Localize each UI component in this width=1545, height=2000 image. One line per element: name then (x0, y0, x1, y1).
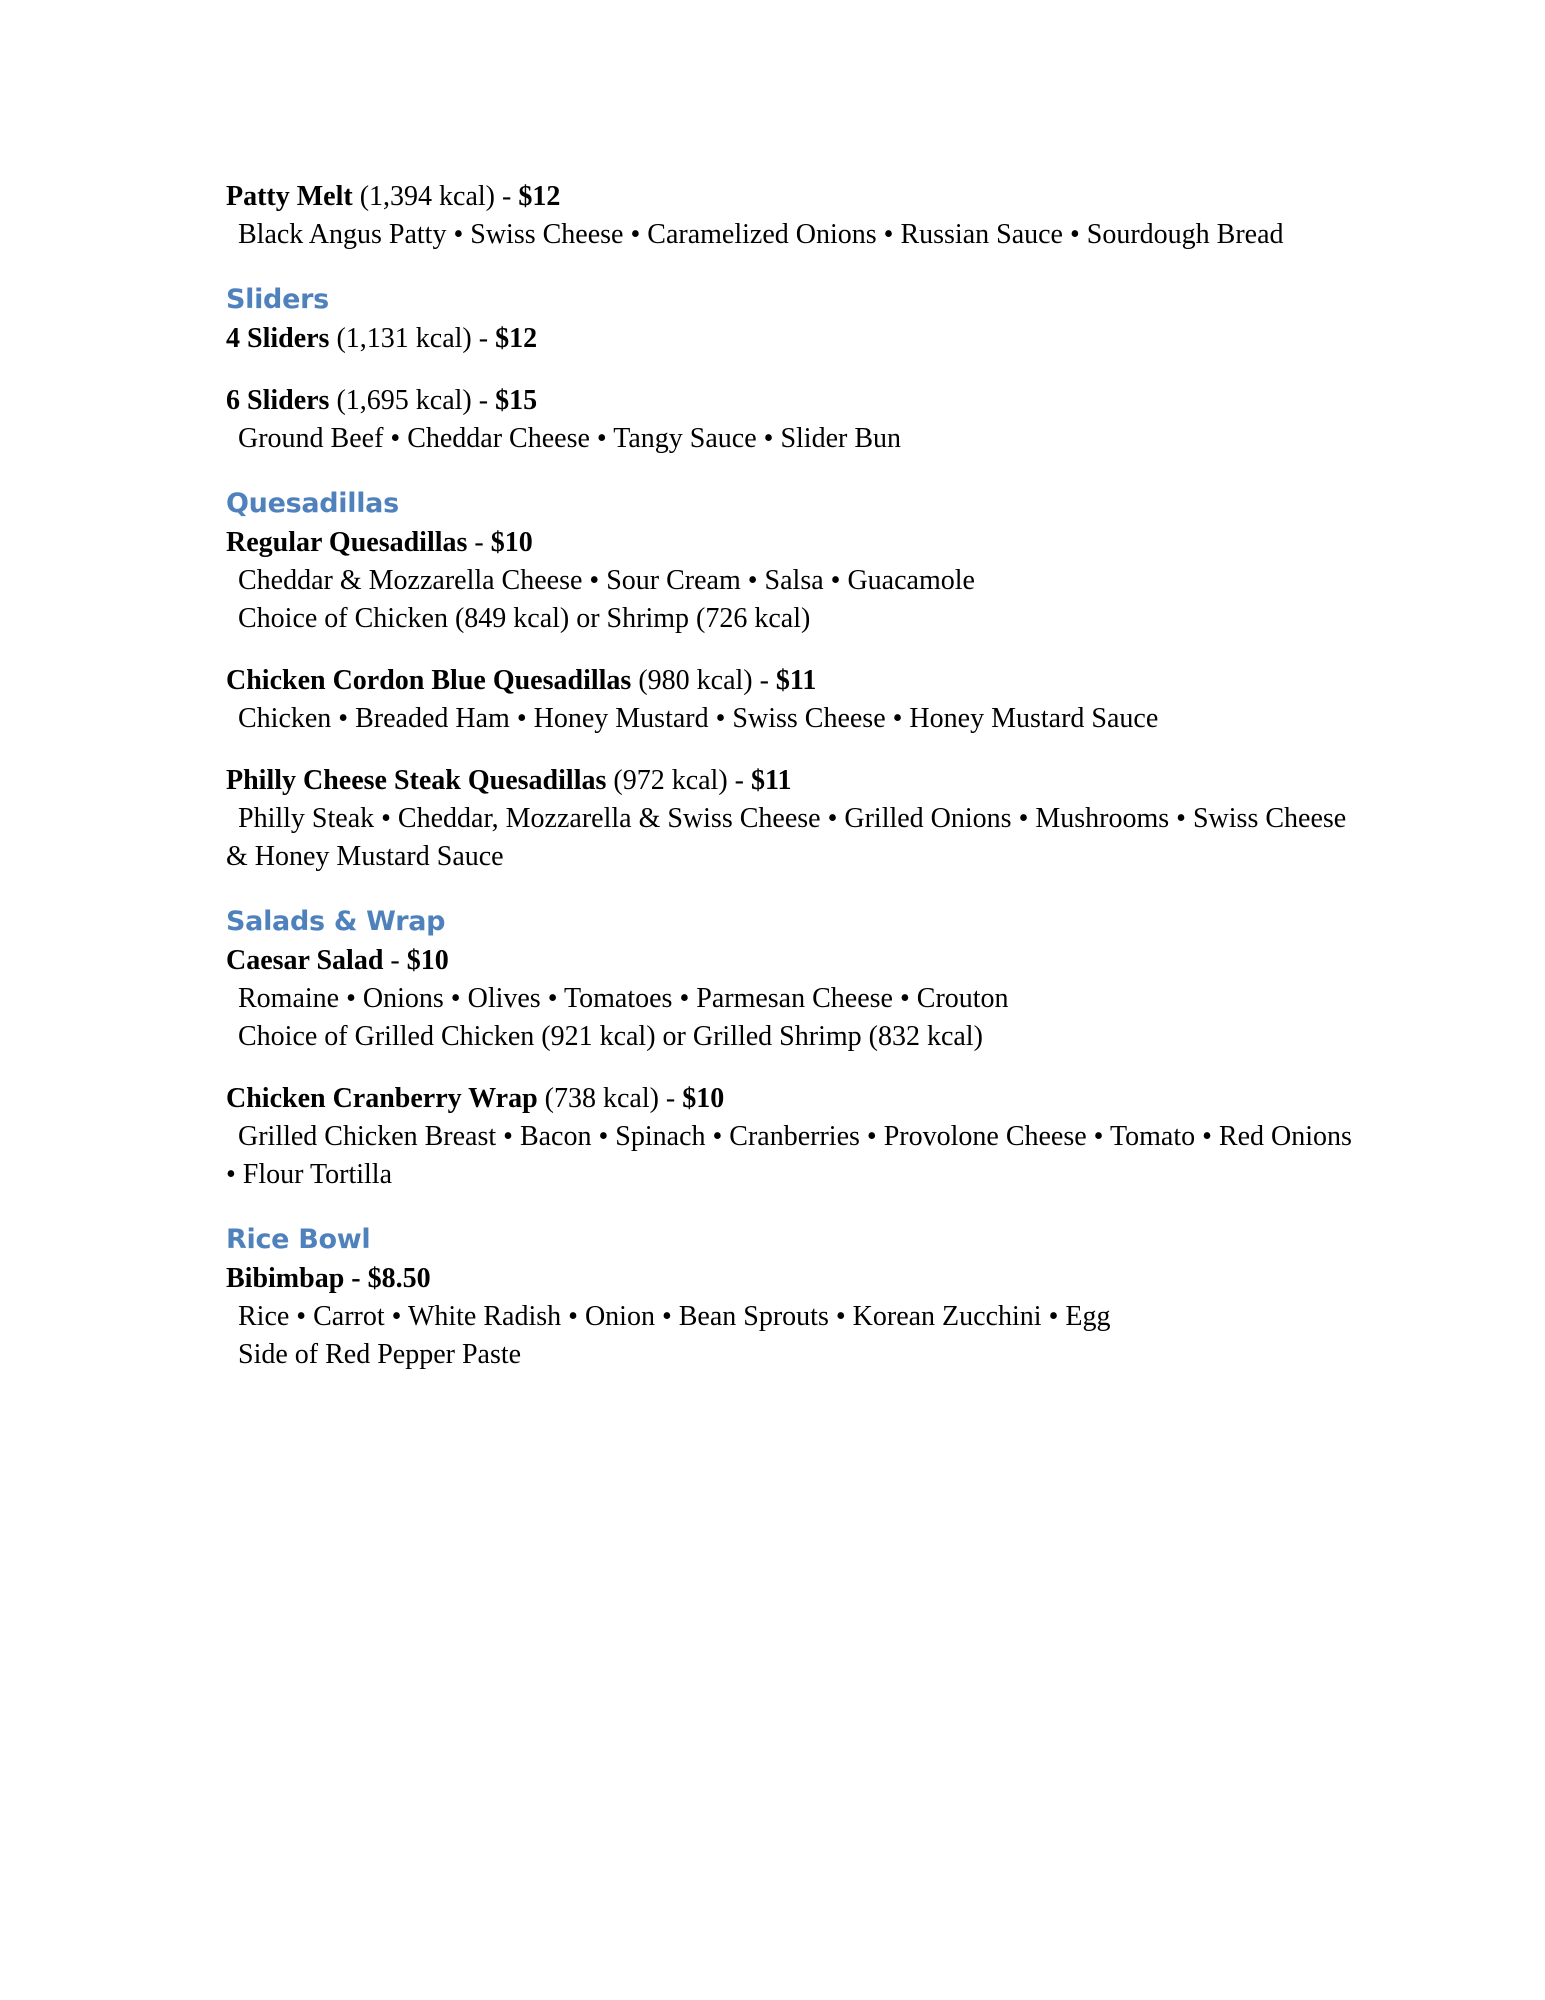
menu-item-calories: (1,695 kcal) - (329, 385, 496, 416)
menu-item-price: $12 (518, 181, 561, 212)
menu-item-heading (226, 1260, 1356, 1298)
menu-item-heading (226, 662, 1356, 700)
section-title: Sliders (226, 284, 329, 315)
menu-item-name: Caesar Salad (226, 945, 384, 976)
menu-item (226, 762, 1356, 876)
menu-item-name: Chicken Cordon Blue Quesadillas (226, 665, 632, 696)
menu-item (226, 382, 1356, 458)
section-title: Rice Bowl (226, 1224, 371, 1255)
menu-item (226, 942, 1356, 1056)
menu-section (226, 902, 1356, 1194)
menu-item-price: $11 (775, 665, 817, 696)
menu-item-description: Ground Beef • Cheddar Cheese • Tangy Sauce • Slider Bun (238, 423, 902, 454)
spacer (226, 458, 1356, 484)
spacer (226, 738, 1356, 762)
menu-item-description: Grilled Chicken Breast • Bacon • Spinach • Cranberries • Provolone Cheese • Tomato • Red Onions • Flour Tortilla (226, 1121, 1352, 1190)
menu-item-calories: (1,131 kcal) - (329, 323, 496, 354)
spacer (226, 638, 1356, 662)
menu-item-heading (226, 762, 1356, 800)
menu-item-calories: - (344, 1263, 368, 1294)
section-title: Salads & Wrap (226, 906, 446, 937)
menu-item-description: Philly Steak • Cheddar, Mozzarella & Swiss Cheese • Grilled Onions • Mushrooms • Swiss Cheese & Honey Mustard Sauce (226, 803, 1347, 872)
menu-item-price: $10 (682, 1083, 725, 1114)
menu-item-name: Regular Quesadillas (226, 527, 468, 558)
menu-item (226, 662, 1356, 738)
menu-item (226, 1260, 1356, 1374)
menu-item-heading (226, 382, 1356, 420)
spacer (226, 876, 1356, 902)
menu-section (226, 1220, 1356, 1374)
menu-item-price: $12 (495, 323, 538, 354)
menu-item-heading (226, 320, 1356, 358)
menu-page (226, 178, 1356, 1374)
spacer (226, 1194, 1356, 1220)
menu-item-description: Cheddar & Mozzarella Cheese • Sour Cream • Salsa • Guacamole (238, 565, 975, 596)
menu-item (226, 1080, 1356, 1194)
menu-item-price: $8.50 (367, 1263, 431, 1294)
menu-item-description: Romaine • Onions • Olives • Tomatoes • Parmesan Cheese • Crouton (238, 983, 1009, 1014)
menu-item-name: 6 Sliders (226, 385, 330, 416)
menu-item (226, 178, 1356, 254)
menu-item (226, 320, 1356, 358)
menu-item-name: Patty Melt (226, 181, 353, 212)
menu-item-calories: - (383, 945, 407, 976)
menu-item-name: Bibimbap (226, 1263, 345, 1294)
spacer (226, 358, 1356, 382)
menu-item-calories: (980 kcal) - (631, 665, 776, 696)
menu-item-calories: - (467, 527, 491, 558)
menu-section (226, 280, 1356, 458)
menu-item-heading (226, 178, 1356, 216)
spacer (226, 1056, 1356, 1080)
menu-item-price: $10 (490, 527, 533, 558)
menu-item-heading (226, 942, 1356, 980)
menu-item-price: $10 (406, 945, 449, 976)
menu-item-heading (226, 1080, 1356, 1118)
section-title: Quesadillas (226, 488, 399, 519)
menu-item-calories: (1,394 kcal) - (352, 181, 519, 212)
menu-item-heading (226, 524, 1356, 562)
menu-item-description: Choice of Grilled Chicken (921 kcal) or Grilled Shrimp (832 kcal) (238, 1021, 983, 1052)
menu-item-description: Side of Red Pepper Paste (238, 1339, 522, 1370)
menu-item-price: $11 (750, 765, 792, 796)
spacer (226, 254, 1356, 280)
menu-item-calories: (972 kcal) - (606, 765, 751, 796)
menu-section (226, 484, 1356, 876)
menu-item-name: Philly Cheese Steak Quesadillas (226, 765, 607, 796)
menu-item-name: Chicken Cranberry Wrap (226, 1083, 538, 1114)
menu-item (226, 524, 1356, 638)
menu-item-price: $15 (495, 385, 538, 416)
menu-section (226, 178, 1356, 254)
menu-item-description: Black Angus Patty • Swiss Cheese • Caramelized Onions • Russian Sauce • Sourdough Bread (238, 219, 1284, 250)
menu-item-description: Choice of Chicken (849 kcal) or Shrimp (726 kcal) (238, 603, 811, 634)
menu-item-description: Rice • Carrot • White Radish • Onion • Bean Sprouts • Korean Zucchini • Egg (238, 1301, 1111, 1332)
menu-item-name: 4 Sliders (226, 323, 330, 354)
menu-item-description: Chicken • Breaded Ham • Honey Mustard • Swiss Cheese • Honey Mustard Sauce (238, 703, 1159, 734)
menu-item-calories: (738 kcal) - (537, 1083, 683, 1114)
